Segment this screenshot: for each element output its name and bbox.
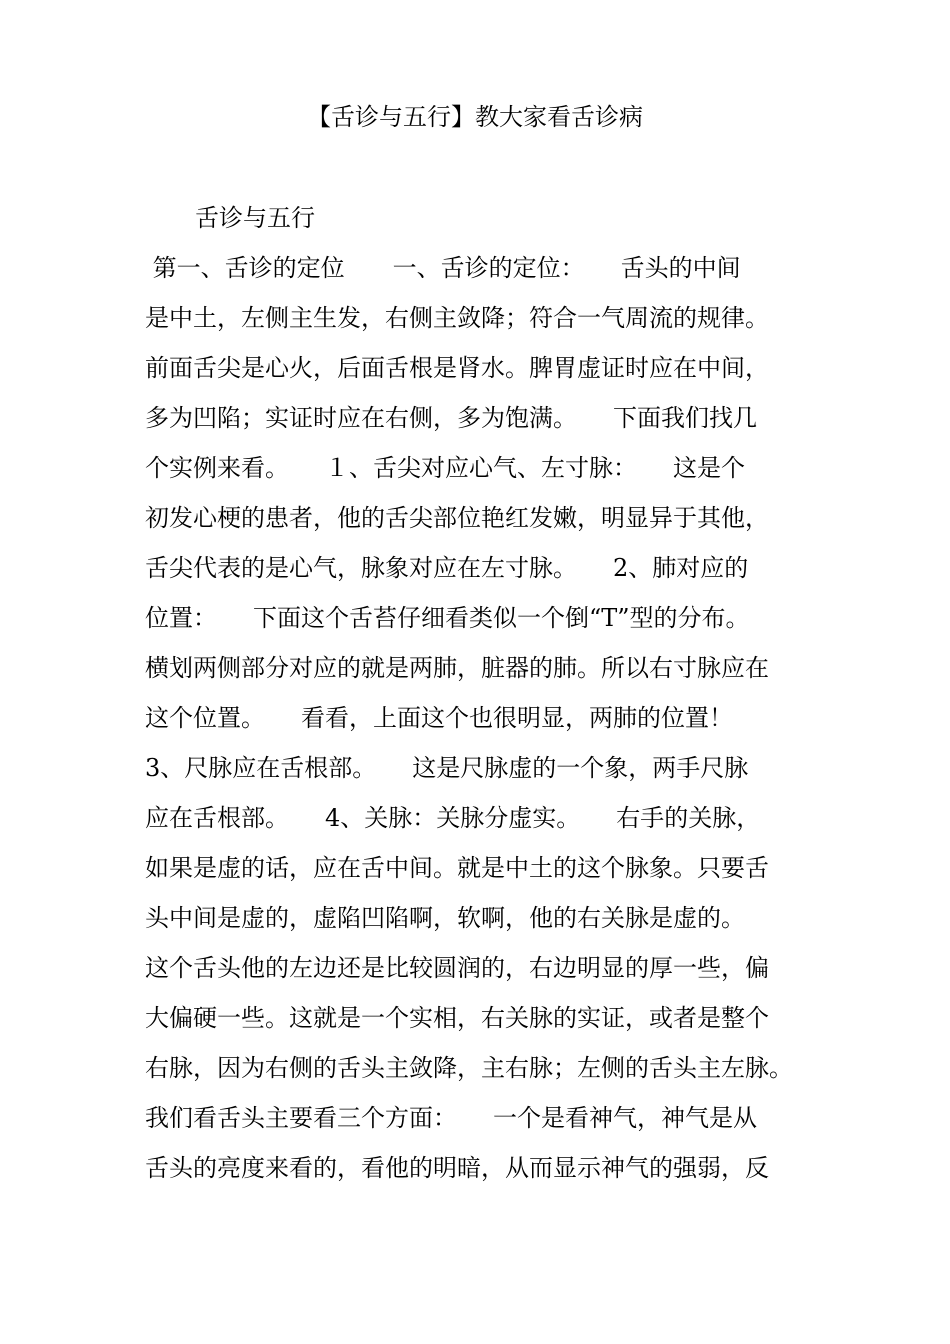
body-line: 第一、舌诊的定位 一、舌诊的定位： 舌头的中间	[145, 254, 741, 282]
body-line: 舌尖代表的是心气，脉象对应在左寸脉。 2、肺对应的	[145, 554, 749, 582]
body-line: 舌头的亮度来看的，看他的明暗，从而显示神气的强弱，反	[145, 1154, 769, 1182]
body-line: 如果是虚的话，应在舌中间。就是中土的这个脉象。只要舌	[145, 854, 769, 882]
document-title: 【舌诊与五行】教大家看舌诊病	[307, 103, 643, 131]
body-line: 横划两侧部分对应的就是两肺，脏器的肺。所以右寸脉应在	[145, 654, 769, 682]
body-line: 这个舌头他的左边还是比较圆润的，右边明显的厚一些，偏	[145, 954, 769, 982]
body-line: 右脉，因为右侧的舌头主敛降，主右脉；左侧的舌头主左脉。	[145, 1054, 793, 1082]
body-line: 前面舌尖是心火，后面舌根是肾水。脾胃虚证时应在中间，	[145, 354, 769, 382]
body-line: 多为凹陷；实证时应在右侧，多为饱满。 下面我们找几	[145, 404, 757, 432]
body-line: 这个位置。 看看，上面这个也很明显，两肺的位置！	[145, 704, 733, 732]
body-line: 3、尺脉应在舌根部。 这是尺脉虚的一个象，两手尺脉	[145, 754, 749, 782]
body-line: 个实例来看。 １、舌尖对应心气、左寸脉： 这是个	[145, 454, 745, 482]
section-heading: 舌诊与五行	[195, 204, 315, 232]
body-line: 大偏硬一些。这就是一个实相，右关脉的实证，或者是整个	[145, 1004, 769, 1032]
body-line: 应在舌根部。 4、关脉：关脉分虚实。 右手的关脉，	[145, 804, 761, 832]
body-line: 是中土，左侧主生发，右侧主敛降；符合一气周流的规律。	[145, 304, 769, 332]
body-line: 我们看舌头主要看三个方面： 一个是看神气，神气是从	[145, 1104, 757, 1132]
body-line: 初发心梗的患者，他的舌尖部位艳红发嫩，明显异于其他，	[145, 504, 769, 532]
body-line: 头中间是虚的，虚陷凹陷啊，软啊，他的右关脉是虚的。	[145, 904, 745, 932]
body-line: 位置： 下面这个舌苔仔细看类似一个倒“T”型的分布。	[145, 604, 750, 632]
